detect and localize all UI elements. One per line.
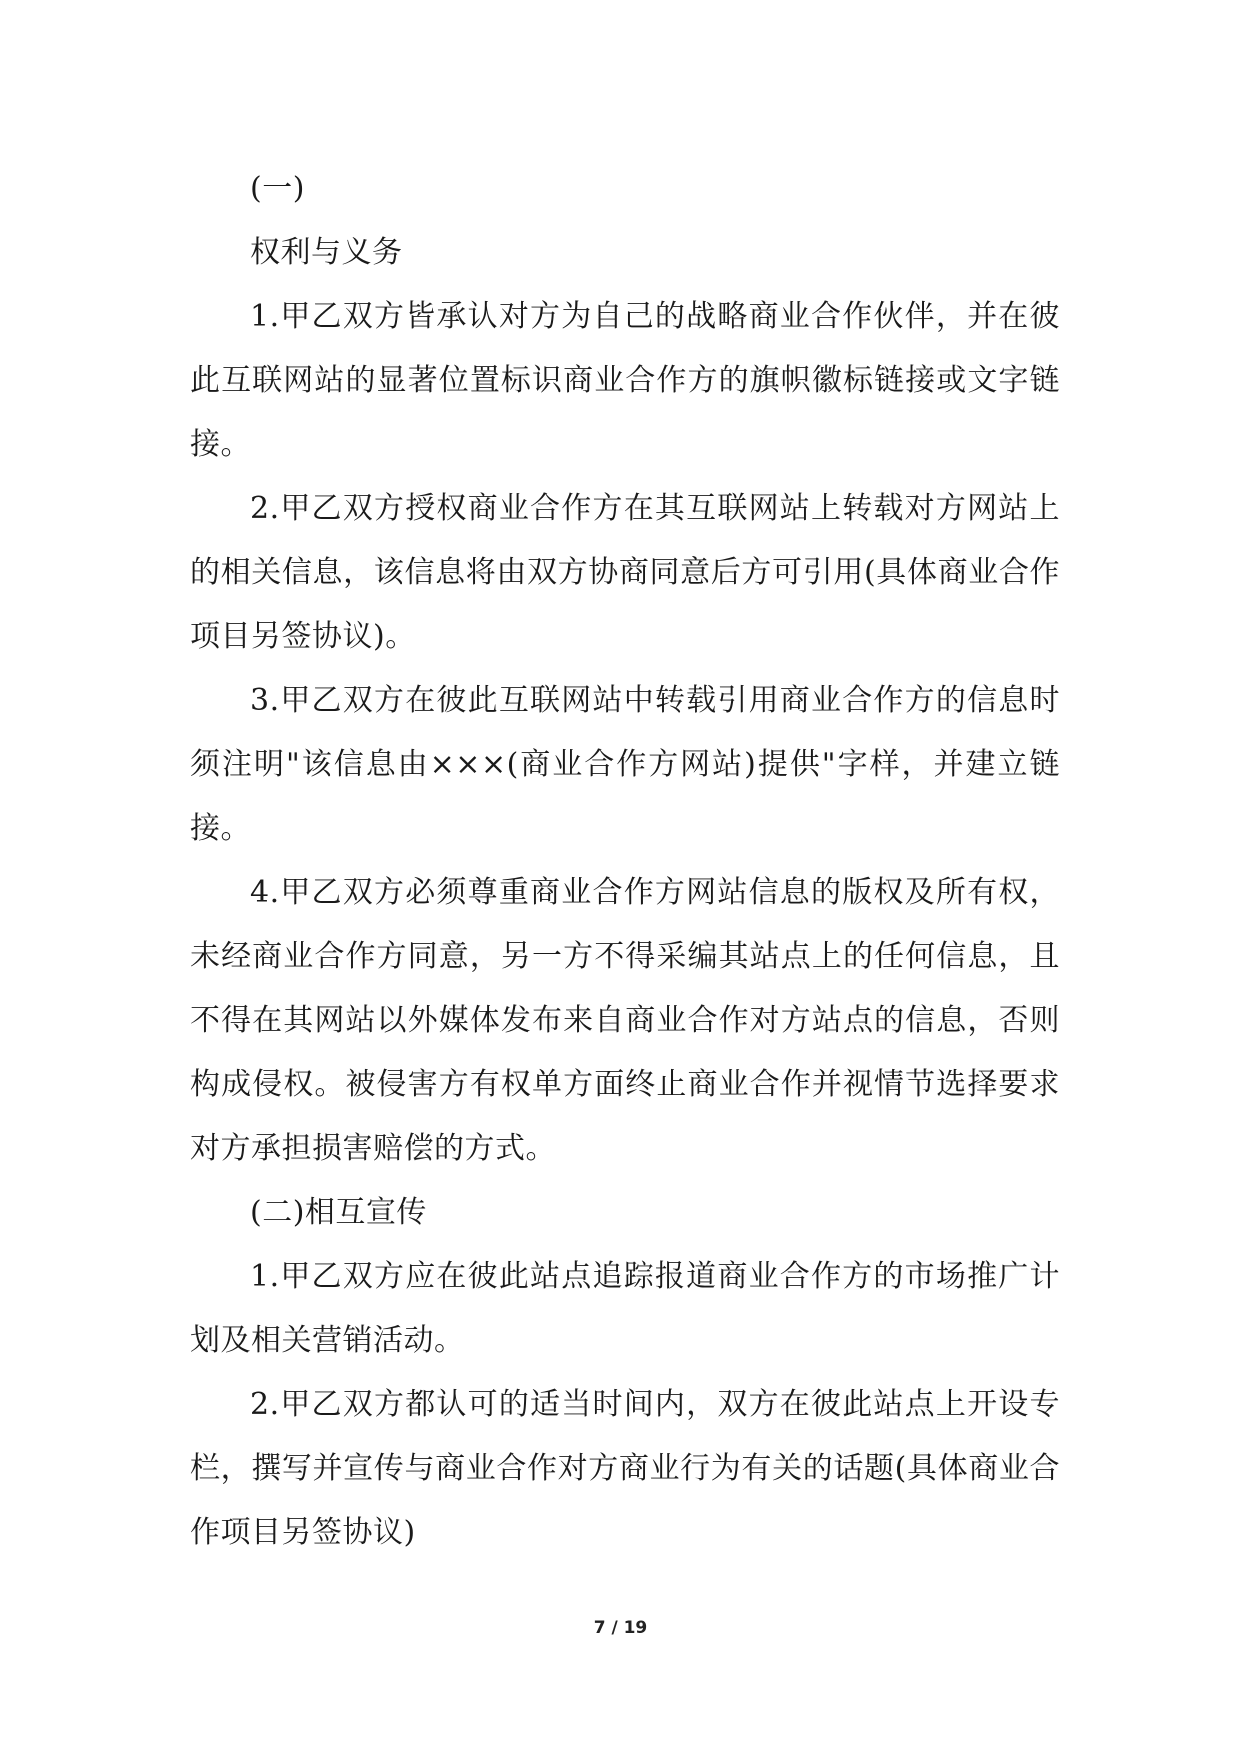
document-body bbox=[190, 157, 1060, 1565]
clause-2-1: 1.甲乙双方应在彼此站点追踪报道商业合作方的市场推广计划及相关营销活动。 bbox=[190, 1259, 1060, 1358]
clause-1-2: 2.甲乙双方授权商业合作方在其互联网站上转载对方网站上的相关信息，该信息将由双方协商同意后方可引用(具体商业合作项目另签协议)。 bbox=[190, 491, 1060, 654]
clause-1-3: 3.甲乙双方在彼此互联网站中转载引用商业合作方的信息时须注明"该信息由×××(商业合作方网站)提供"字样，并建立链接。 bbox=[190, 683, 1060, 846]
section-title-rights: 权利与义务 bbox=[250, 235, 403, 270]
clause-1-1: 1.甲乙双方皆承认对方为自己的战略商业合作伙伴，并在彼此互联网站的显著位置标识商业合作方的旗帜徽标链接或文字链接。 bbox=[190, 299, 1060, 462]
section-heading-two: (二)相互宣传 bbox=[250, 1195, 427, 1230]
section-heading-one: (一) bbox=[250, 171, 305, 206]
clause-1-4: 4.甲乙双方必须尊重商业合作方网站信息的版权及所有权，未经商业合作方同意，另一方不得采编其站点上的任何信息，且不得在其网站以外媒体发布来自商业合作对方站点的信息，否则构成侵权。被侵害方有权单方面终止商业合作并视情节选择要求对方承担损害赔偿的方式。 bbox=[190, 875, 1060, 1166]
page-number: 7 / 19 bbox=[593, 1618, 648, 1638]
clause-2-2: 2.甲乙双方都认可的适当时间内，双方在彼此站点上开设专栏，撰写并宣传与商业合作对方商业行为有关的话题(具体商业合作项目另签协议) bbox=[190, 1387, 1060, 1550]
